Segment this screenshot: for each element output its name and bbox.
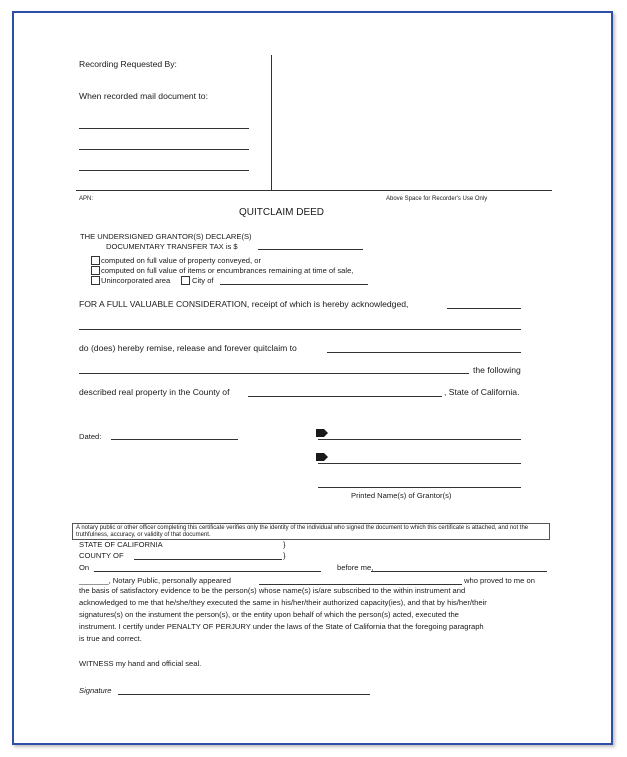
acknowledgment-line: is true and correct.	[79, 634, 142, 643]
notary-name-field[interactable]	[371, 571, 547, 572]
grantee-field[interactable]	[327, 352, 521, 353]
notary-signature-line[interactable]	[118, 694, 370, 695]
grantor-printed-name-line[interactable]	[318, 487, 521, 488]
city-option-label: City of	[192, 276, 214, 285]
proved-text: who proved to me on	[464, 576, 535, 585]
state-brace: }	[283, 540, 286, 549]
mail-document-label: When recorded mail document to:	[79, 91, 208, 101]
document-page	[12, 11, 613, 745]
state-text: , State of California.	[444, 387, 520, 397]
notary-notice-box: A notary public or other officer completing this certificate verifies only the identity of the individual who signed the document to which this certificate is attached, and not the truthfulness, accuracy, or validity of that document.	[72, 523, 550, 540]
unincorporated-checkbox[interactable]	[91, 276, 100, 285]
tax-declare-text: THE UNDERSIGNED GRANTOR(S) DECLARE(S)	[80, 232, 252, 241]
witness-text: WITNESS my hand and official seal.	[79, 659, 202, 668]
recording-requested-label: Recording Requested By:	[79, 59, 177, 69]
document-title: QUITCLAIM DEED	[239, 207, 325, 218]
remise-text: do (does) hereby remise, release and forever quitclaim to	[79, 343, 297, 353]
notary-county-field[interactable]	[134, 559, 282, 560]
acknowledgment-line: signatures(s) on the instument the person(s), or the entity upon behalf of which the person(s) acted, executed the	[79, 610, 459, 619]
city-checkbox[interactable]	[181, 276, 190, 285]
encumbrances-option-label: computed on full value of items or encumbrances remaining at time of sale,	[101, 266, 354, 275]
grantee-field-2[interactable]	[79, 373, 469, 374]
consideration-field-1[interactable]	[447, 308, 521, 309]
acknowledgment-line: instrument. I certify under PENALTY OF PERJURY under the laws of the State of California that the foregoing paragraph	[79, 622, 484, 631]
notary-date-field[interactable]	[94, 571, 321, 572]
grantor-signature-line-1[interactable]	[318, 439, 521, 440]
full-value-checkbox[interactable]	[91, 256, 100, 265]
described-text: described real property in the County of	[79, 387, 230, 397]
state-of-california-label: STATE OF CALIFORNIA	[79, 540, 163, 549]
sign-here-arrow-icon	[316, 429, 328, 437]
county-field[interactable]	[248, 396, 442, 397]
grantor-signature-line-2[interactable]	[318, 463, 521, 464]
printed-names-label: Printed Name(s) of Grantor(s)	[351, 491, 452, 500]
on-label: On	[79, 563, 90, 572]
consideration-text: FOR A FULL VALUABLE CONSIDERATION, receipt of which is hereby acknowledged,	[79, 299, 409, 309]
full-value-option-label: computed on full value of property conveyed, or	[101, 256, 261, 265]
county-of-label: COUNTY OF	[79, 551, 124, 560]
before-me-label: before me,	[337, 563, 374, 572]
tax-amount-field[interactable]	[258, 249, 363, 250]
notary-appeared-text: _______, Notary Public, personally appeared	[79, 576, 231, 585]
unincorporated-option-label: Unincorporated area	[101, 276, 171, 285]
consideration-field-2[interactable]	[79, 329, 521, 330]
mail-address-line-2[interactable]	[79, 149, 249, 150]
recorder-space-label: Above Space for Recorder's Use Only	[386, 196, 488, 202]
apn-label: APN:	[79, 196, 94, 202]
acknowledgment-line: acknowledged to me that he/she/they executed the same in his/her/their authorized capacity(ies), and that by his/her/their	[79, 598, 487, 607]
city-name-field[interactable]	[220, 284, 368, 285]
sign-here-arrow-icon	[316, 453, 328, 461]
county-brace: }	[283, 551, 286, 560]
following-text: the following	[473, 365, 521, 375]
dated-label: Dated:	[79, 432, 102, 441]
encumbrances-checkbox[interactable]	[91, 266, 100, 275]
dated-field[interactable]	[111, 439, 238, 440]
tax-documentary-text: DOCUMENTARY TRANSFER TAX is $	[106, 242, 238, 251]
mail-address-line-1[interactable]	[79, 128, 249, 129]
acknowledgment-line: the basis of satisfactory evidence to be the person(s) whose name(s) is/are subscribed to the within instrument and	[79, 586, 466, 595]
acknowledgment-paragraph	[79, 585, 547, 645]
recorder-rule	[76, 190, 552, 191]
header-divider	[271, 55, 272, 190]
mail-address-line-3[interactable]	[79, 170, 249, 171]
signature-label: Signature	[79, 686, 112, 695]
